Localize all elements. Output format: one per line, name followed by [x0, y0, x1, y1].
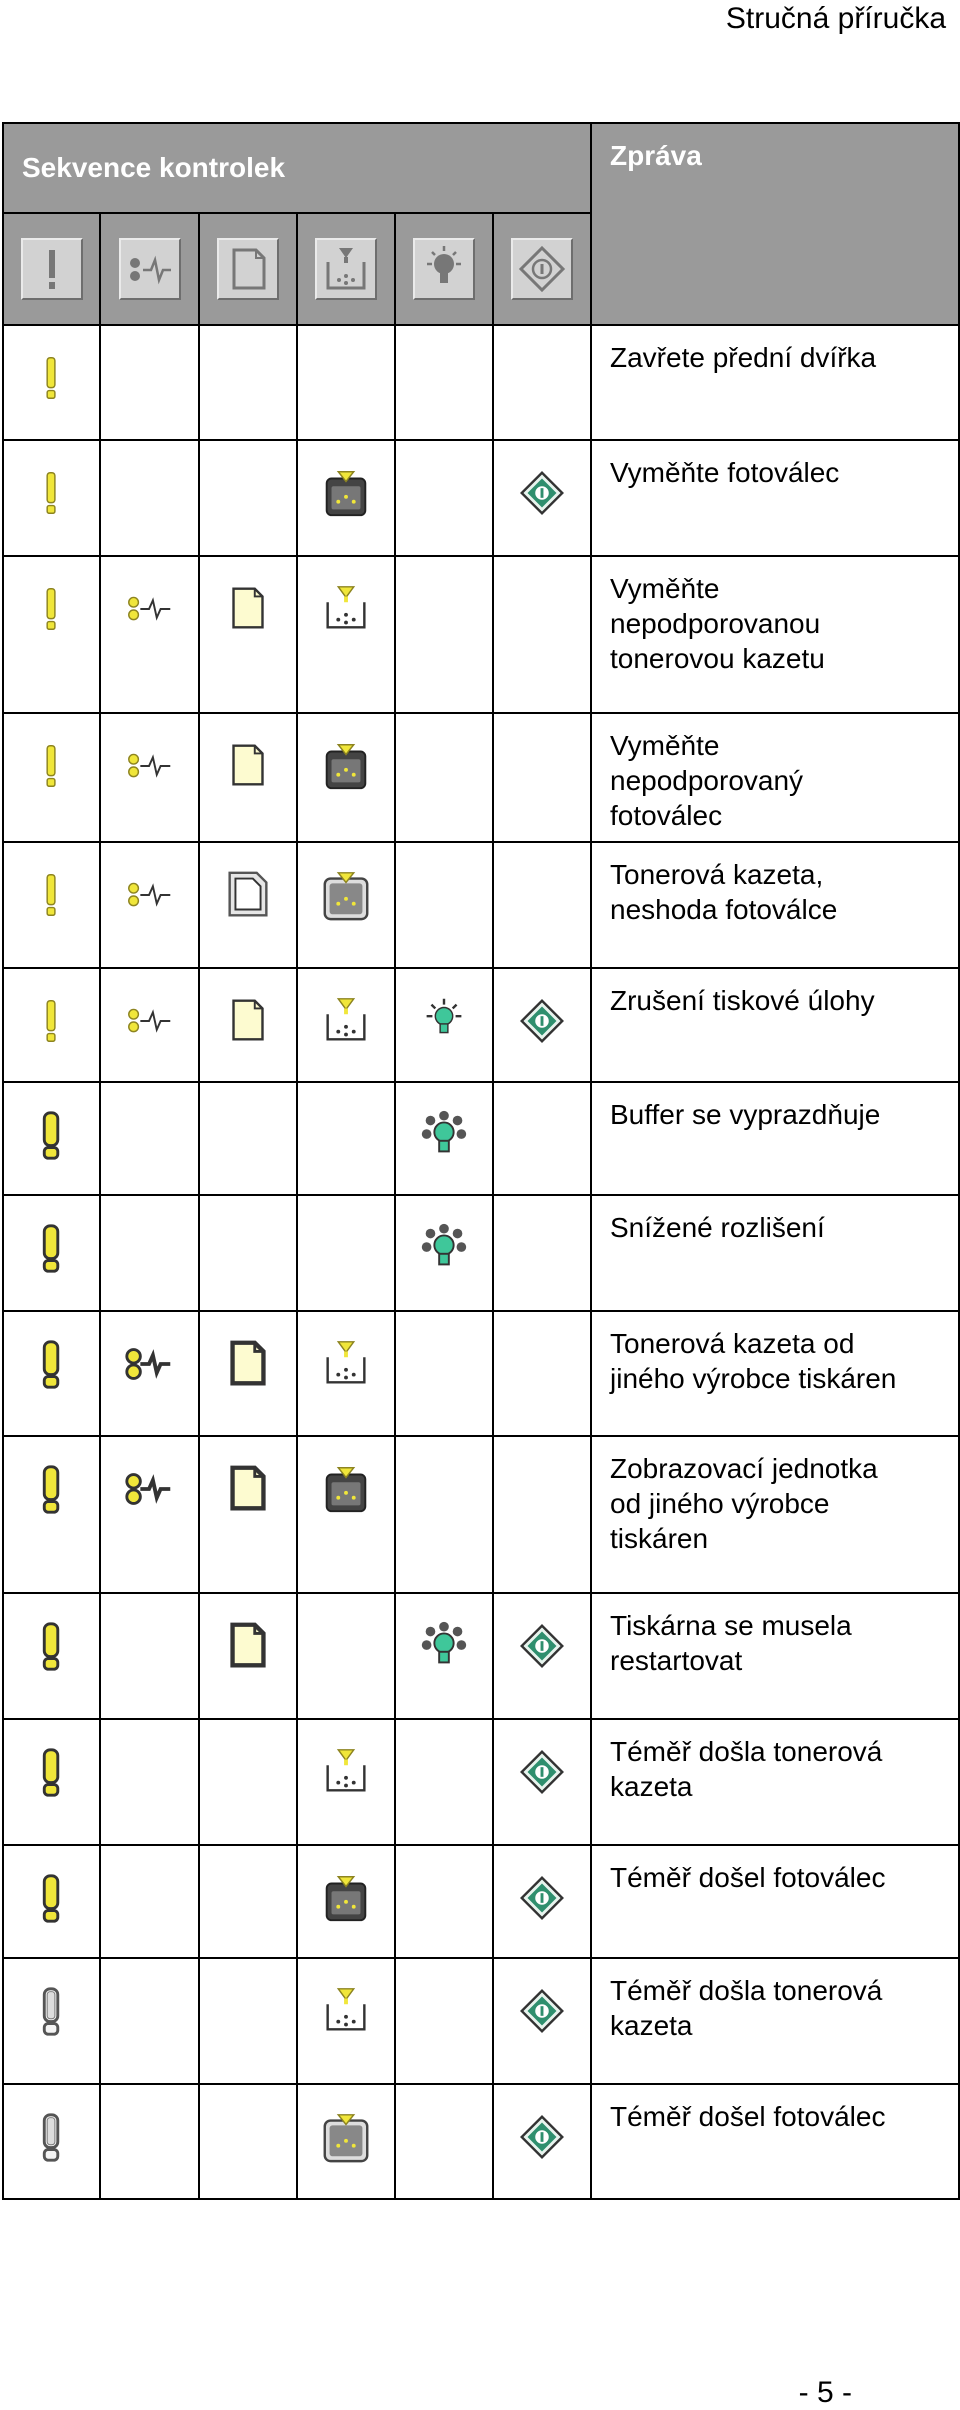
message-line: Téměř došel fotoválec [610, 1862, 886, 1893]
light-cell [199, 842, 297, 968]
light-cell [493, 1593, 591, 1719]
light-cell [297, 713, 395, 842]
light-cell [493, 1195, 591, 1311]
light-cell [199, 1311, 297, 1436]
message-cell [591, 1311, 959, 1436]
toner-icon [315, 238, 377, 300]
light-cell [395, 1958, 493, 2084]
light-cell [493, 1311, 591, 1436]
light-cell [3, 713, 100, 842]
message-line: Zrušení tiskové úlohy [610, 985, 875, 1016]
light-cell [297, 2084, 395, 2199]
light-cell [297, 325, 395, 440]
light-cell [297, 968, 395, 1082]
light-cell [297, 1082, 395, 1195]
paper-on-icon [220, 738, 276, 794]
drum-on-icon [318, 1461, 374, 1517]
table-row [3, 842, 959, 968]
legend-col-6 [493, 213, 591, 325]
table-row [3, 713, 959, 842]
table-row [3, 325, 959, 440]
error-on-icon [24, 993, 80, 1049]
legend-col-4 [297, 213, 395, 325]
error-blink-icon [24, 1618, 80, 1674]
light-cell [395, 325, 493, 440]
load-paper-icon [217, 238, 279, 300]
light-cell [297, 1195, 395, 1311]
message-line: Téměř došel fotoválec [610, 2101, 886, 2132]
table-row [3, 1719, 959, 1845]
light-cell [100, 1311, 199, 1436]
table-row [3, 1845, 959, 1958]
message-line: fotoválec [610, 800, 723, 831]
light-cell [493, 1845, 591, 1958]
message-cell [591, 842, 959, 968]
ready-icon [413, 238, 475, 300]
light-cell [100, 842, 199, 968]
error-blink-icon [24, 1744, 80, 1800]
header-message: Zpráva [591, 123, 959, 325]
ready-on-icon [416, 993, 472, 1049]
light-cell [3, 325, 100, 440]
message-line: Buffer se vyprazdňuje [610, 1099, 881, 1130]
light-cell [199, 1958, 297, 2084]
light-cell [199, 2084, 297, 2199]
error-on-icon [24, 581, 80, 637]
error-alt-icon [24, 1983, 80, 2039]
light-cell [395, 1845, 493, 1958]
message-line: Téměř došla tonerová [610, 1975, 883, 2006]
light-cell [100, 1593, 199, 1719]
light-cell [493, 1719, 591, 1845]
light-cell [395, 968, 493, 1082]
light-cell [199, 1845, 297, 1958]
header-sequence: Sekvence kontrolek [3, 123, 591, 213]
light-cell [100, 556, 199, 713]
light-cell [3, 1082, 100, 1195]
light-cell [395, 1593, 493, 1719]
message-line: Vyměňte [610, 573, 720, 604]
light-cell [100, 440, 199, 556]
light-cell [3, 1719, 100, 1845]
light-cell [395, 1311, 493, 1436]
light-cell [493, 440, 591, 556]
drum-on-icon [318, 738, 374, 794]
paper-blink-icon [220, 1618, 276, 1674]
error-on-icon [24, 465, 80, 521]
paper-blink-icon [220, 1336, 276, 1392]
ready-blink-icon [416, 1618, 472, 1674]
light-cell [297, 1311, 395, 1436]
light-cell [395, 1719, 493, 1845]
table-row [3, 1593, 959, 1719]
table-row [3, 1958, 959, 2084]
toner-on-icon [318, 1336, 374, 1392]
message-line: Téměř došla tonerová [610, 1736, 883, 1767]
toner-on-icon [318, 993, 374, 1049]
table-row [3, 440, 959, 556]
message-line: Vyměňte fotoválec [610, 457, 840, 488]
light-cell [493, 325, 591, 440]
continue-on-icon [514, 1983, 570, 2039]
light-cell [100, 1436, 199, 1593]
light-cell [199, 968, 297, 1082]
table-row [3, 1195, 959, 1311]
light-cell [297, 556, 395, 713]
light-cell [297, 1593, 395, 1719]
table-body [3, 325, 959, 2199]
drum-alt-icon [318, 867, 374, 923]
light-cell [297, 1719, 395, 1845]
table-row [3, 2084, 959, 2199]
jam-on-icon [122, 581, 178, 637]
message-cell [591, 1593, 959, 1719]
drum-alt-icon [318, 2109, 374, 2165]
error-alt-icon [24, 2109, 80, 2165]
light-cell [100, 1195, 199, 1311]
light-cell [493, 1436, 591, 1593]
message-line: Tonerová kazeta od [610, 1328, 855, 1359]
light-cell [395, 713, 493, 842]
message-line: Vyměňte [610, 730, 720, 761]
light-cell [493, 1958, 591, 2084]
light-cell [100, 325, 199, 440]
document-title: Stručná příručka [725, 2, 946, 35]
legend-col-3 [199, 213, 297, 325]
light-cell [395, 1436, 493, 1593]
message-cell [591, 1436, 959, 1593]
light-cell [3, 842, 100, 968]
light-cell [493, 842, 591, 968]
continue-on-icon [514, 1870, 570, 1926]
light-cell [493, 968, 591, 1082]
toner-on-icon [318, 1983, 374, 2039]
light-cell [3, 1195, 100, 1311]
light-cell [3, 440, 100, 556]
light-sequence-table [2, 122, 960, 2200]
light-cell [3, 1958, 100, 2084]
continue-on-icon [514, 465, 570, 521]
jam-on-icon [122, 867, 178, 923]
light-cell [395, 842, 493, 968]
message-line: Zobrazovací jednotka [610, 1453, 878, 1484]
light-cell [199, 1082, 297, 1195]
message-cell [591, 713, 959, 842]
paper-on-icon [220, 581, 276, 637]
light-cell [3, 968, 100, 1082]
message-cell [591, 440, 959, 556]
legend-col-5 [395, 213, 493, 325]
light-cell [3, 2084, 100, 2199]
light-cell [297, 842, 395, 968]
table-row [3, 1436, 959, 1593]
table-row [3, 556, 959, 713]
light-cell [395, 556, 493, 713]
legend-col-1 [3, 213, 100, 325]
paper-on-icon [220, 993, 276, 1049]
light-cell [100, 1958, 199, 2084]
jam-blink-icon [122, 1336, 178, 1392]
light-cell [297, 1845, 395, 1958]
light-cell [199, 325, 297, 440]
message-line: kazeta [610, 1771, 693, 1802]
message-cell [591, 968, 959, 1082]
continue-on-icon [514, 993, 570, 1049]
light-cell [493, 1082, 591, 1195]
light-cell [297, 1436, 395, 1593]
table-row [3, 968, 959, 1082]
light-cell [199, 1195, 297, 1311]
message-cell [591, 1082, 959, 1195]
message-line: kazeta [610, 2010, 693, 2041]
light-cell [3, 1845, 100, 1958]
drum-on-icon [318, 1870, 374, 1926]
light-cell [100, 713, 199, 842]
light-cell [100, 1082, 199, 1195]
message-cell [591, 325, 959, 440]
message-cell [591, 556, 959, 713]
light-cell [3, 556, 100, 713]
light-cell [3, 1311, 100, 1436]
light-cell [3, 1436, 100, 1593]
toner-on-icon [318, 581, 374, 637]
error-on-icon [24, 738, 80, 794]
light-cell [199, 1719, 297, 1845]
message-cell [591, 1845, 959, 1958]
light-cell [100, 968, 199, 1082]
ready-blink-icon [416, 1107, 472, 1163]
error-blink-icon [24, 1107, 80, 1163]
error-blink-icon [24, 1870, 80, 1926]
continue-on-icon [514, 2109, 570, 2165]
message-line: od jiného výrobce [610, 1488, 830, 1519]
jam-on-icon [122, 738, 178, 794]
message-line: nepodporovanou [610, 608, 821, 639]
ready-blink-icon [416, 1220, 472, 1276]
light-cell [3, 1593, 100, 1719]
error-blink-icon [24, 1461, 80, 1517]
message-line: nepodporovaný [610, 765, 804, 796]
error-blink-icon [24, 1220, 80, 1276]
message-line: Tonerová kazeta, [610, 859, 824, 890]
continue-on-icon [514, 1618, 570, 1674]
table-row [3, 1082, 959, 1195]
light-cell [395, 2084, 493, 2199]
message-cell [591, 1719, 959, 1845]
error-on-icon [24, 867, 80, 923]
message-cell [591, 1195, 959, 1311]
light-cell [493, 556, 591, 713]
light-cell [395, 440, 493, 556]
light-cell [199, 1593, 297, 1719]
light-cell [395, 1082, 493, 1195]
light-cell [100, 1845, 199, 1958]
message-cell [591, 2084, 959, 2199]
light-cell [297, 1958, 395, 2084]
light-cell [395, 1195, 493, 1311]
continue-on-icon [514, 1744, 570, 1800]
message-line: jiného výrobce tiskáren [610, 1363, 897, 1394]
light-cell [297, 440, 395, 556]
light-cell [199, 556, 297, 713]
error-icon [21, 238, 83, 300]
error-on-icon [24, 350, 80, 406]
message-line: restartovat [610, 1645, 743, 1676]
error-blink-icon [24, 1336, 80, 1392]
message-line: neshoda fotoválce [610, 894, 838, 925]
light-cell [100, 1719, 199, 1845]
message-line: Tiskárna se musela [610, 1610, 852, 1641]
light-cell [199, 440, 297, 556]
message-cell [591, 1958, 959, 2084]
light-cell [199, 1436, 297, 1593]
legend-col-2 [100, 213, 199, 325]
message-line: tonerovou kazetu [610, 643, 825, 674]
drum-on-icon [318, 465, 374, 521]
paper-blink-icon [220, 1461, 276, 1517]
light-cell [199, 713, 297, 842]
jam-icon [119, 238, 181, 300]
paper-alt-icon [220, 867, 276, 923]
toner-on-icon [318, 1744, 374, 1800]
message-line: Zavřete přední dvířka [610, 342, 877, 373]
table-row [3, 1311, 959, 1436]
jam-on-icon [122, 993, 178, 1049]
light-cell [493, 2084, 591, 2199]
page-number: - 5 - [798, 2376, 852, 2409]
message-line: tiskáren [610, 1523, 709, 1554]
message-line: Snížené rozlišení [610, 1212, 825, 1243]
continue-icon [511, 238, 573, 300]
light-cell [100, 2084, 199, 2199]
jam-blink-icon [122, 1461, 178, 1517]
light-cell [493, 713, 591, 842]
